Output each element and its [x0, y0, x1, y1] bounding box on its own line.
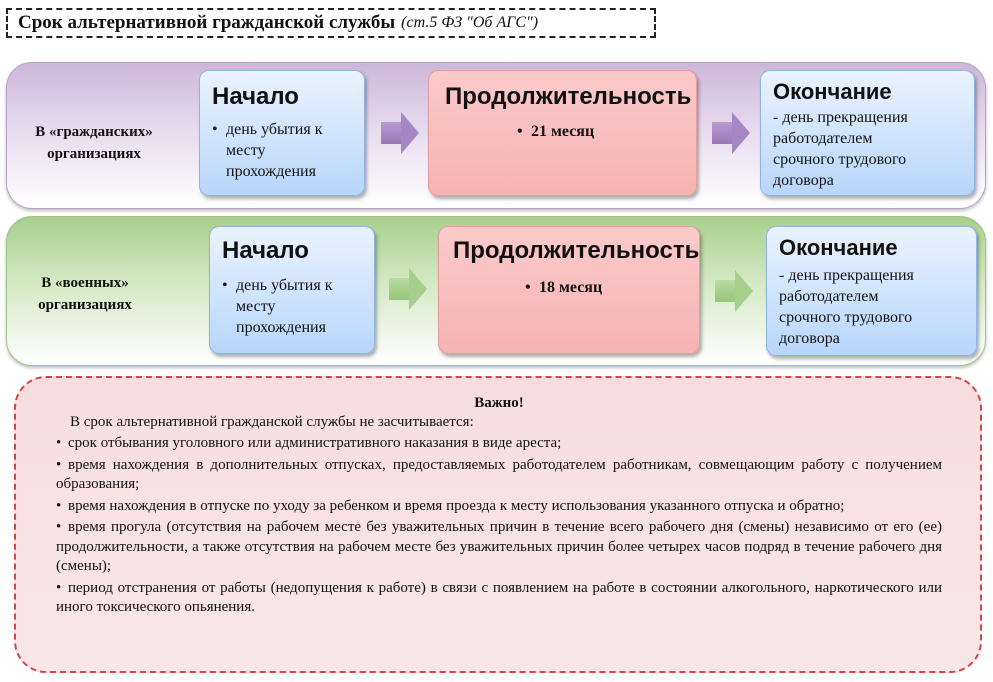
important-item: • время прогула (отсутствия на рабочем месте без уважительных причин в течение всего рабочего дня (смены) независимо от его (ее) продолжительности, а также отсутствия на рабочем месте без уважительных причин более четырех часов подряд в течение рабочего дня (смены);: [56, 518, 942, 577]
civil-start-card: [199, 70, 365, 196]
military-start-card: [209, 226, 375, 354]
civil-duration-value: • 21 месяц: [517, 123, 594, 140]
civil-duration-title: Продолжительность: [445, 83, 692, 110]
important-item: • время нахождения в дополнительных отпусках, предоставляемых работодателем работникам, совмещающим работу с получением образования;: [56, 456, 942, 495]
military-end-line1: - день прекращения: [779, 267, 914, 284]
military-duration-card: [438, 226, 700, 354]
military-start-line3: прохождения: [236, 319, 326, 336]
title-main: Срок альтернативной гражданской службы: [18, 12, 396, 33]
military-label: [10, 272, 160, 316]
civil-label: [14, 121, 174, 165]
military-end-title: Окончание: [779, 235, 898, 260]
military-end-line2: работодателем: [779, 288, 879, 305]
military-end-line4: договора: [779, 330, 840, 347]
civil-end-title: Окончание: [773, 79, 892, 104]
important-item: • срок отбывания уголовного или административного наказания в виде ареста;: [56, 434, 942, 454]
civil-start-title: Начало: [212, 83, 299, 110]
military-start-line1: • день убытия к: [222, 275, 364, 296]
military-end-card: [766, 226, 977, 356]
important-intro: В срок альтернативной гражданской службы не засчитывается:: [70, 414, 474, 430]
civil-end-card: [760, 70, 975, 196]
important-note-box: [14, 376, 982, 673]
military-end-line3: срочного трудового: [779, 309, 913, 326]
civil-start-line2: месту: [226, 142, 266, 159]
civil-end-line3: срочного трудового: [773, 151, 907, 168]
civil-start-line3: прохождения: [226, 163, 316, 180]
important-item: • время нахождения в отпуске по уходу за ребенком и время проезда к месту использования указанного отпуска и обратно;: [56, 497, 942, 517]
civil-start-line1: • день убытия к: [212, 119, 354, 140]
civil-label-line2: организациях: [47, 146, 141, 162]
military-label-line1: В «военных»: [41, 275, 129, 291]
civil-duration-card: [428, 70, 697, 196]
military-duration-title: Продолжительность: [453, 237, 700, 264]
page-title: [6, 8, 656, 38]
important-item: • период отстранения от работы (недопущения к работе) в связи с появлением на работе в состоянии алкогольного, наркотического или иного токсического опьянения.: [56, 579, 942, 618]
civil-end-line4: договора: [773, 172, 834, 189]
military-start-title: Начало: [222, 237, 309, 264]
military-duration-value: • 18 месяц: [525, 279, 602, 296]
title-law-reference: (ст.5 ФЗ "Об АГС"): [401, 14, 539, 31]
military-label-line2: организациях: [38, 297, 132, 313]
civil-label-line1: В «гражданских»: [35, 124, 153, 140]
civil-end-line2: работодателем: [773, 130, 873, 147]
military-start-line2: месту: [236, 298, 276, 315]
civil-end-line1: - день прекращения: [773, 109, 908, 126]
important-heading: Важно!: [474, 395, 524, 411]
